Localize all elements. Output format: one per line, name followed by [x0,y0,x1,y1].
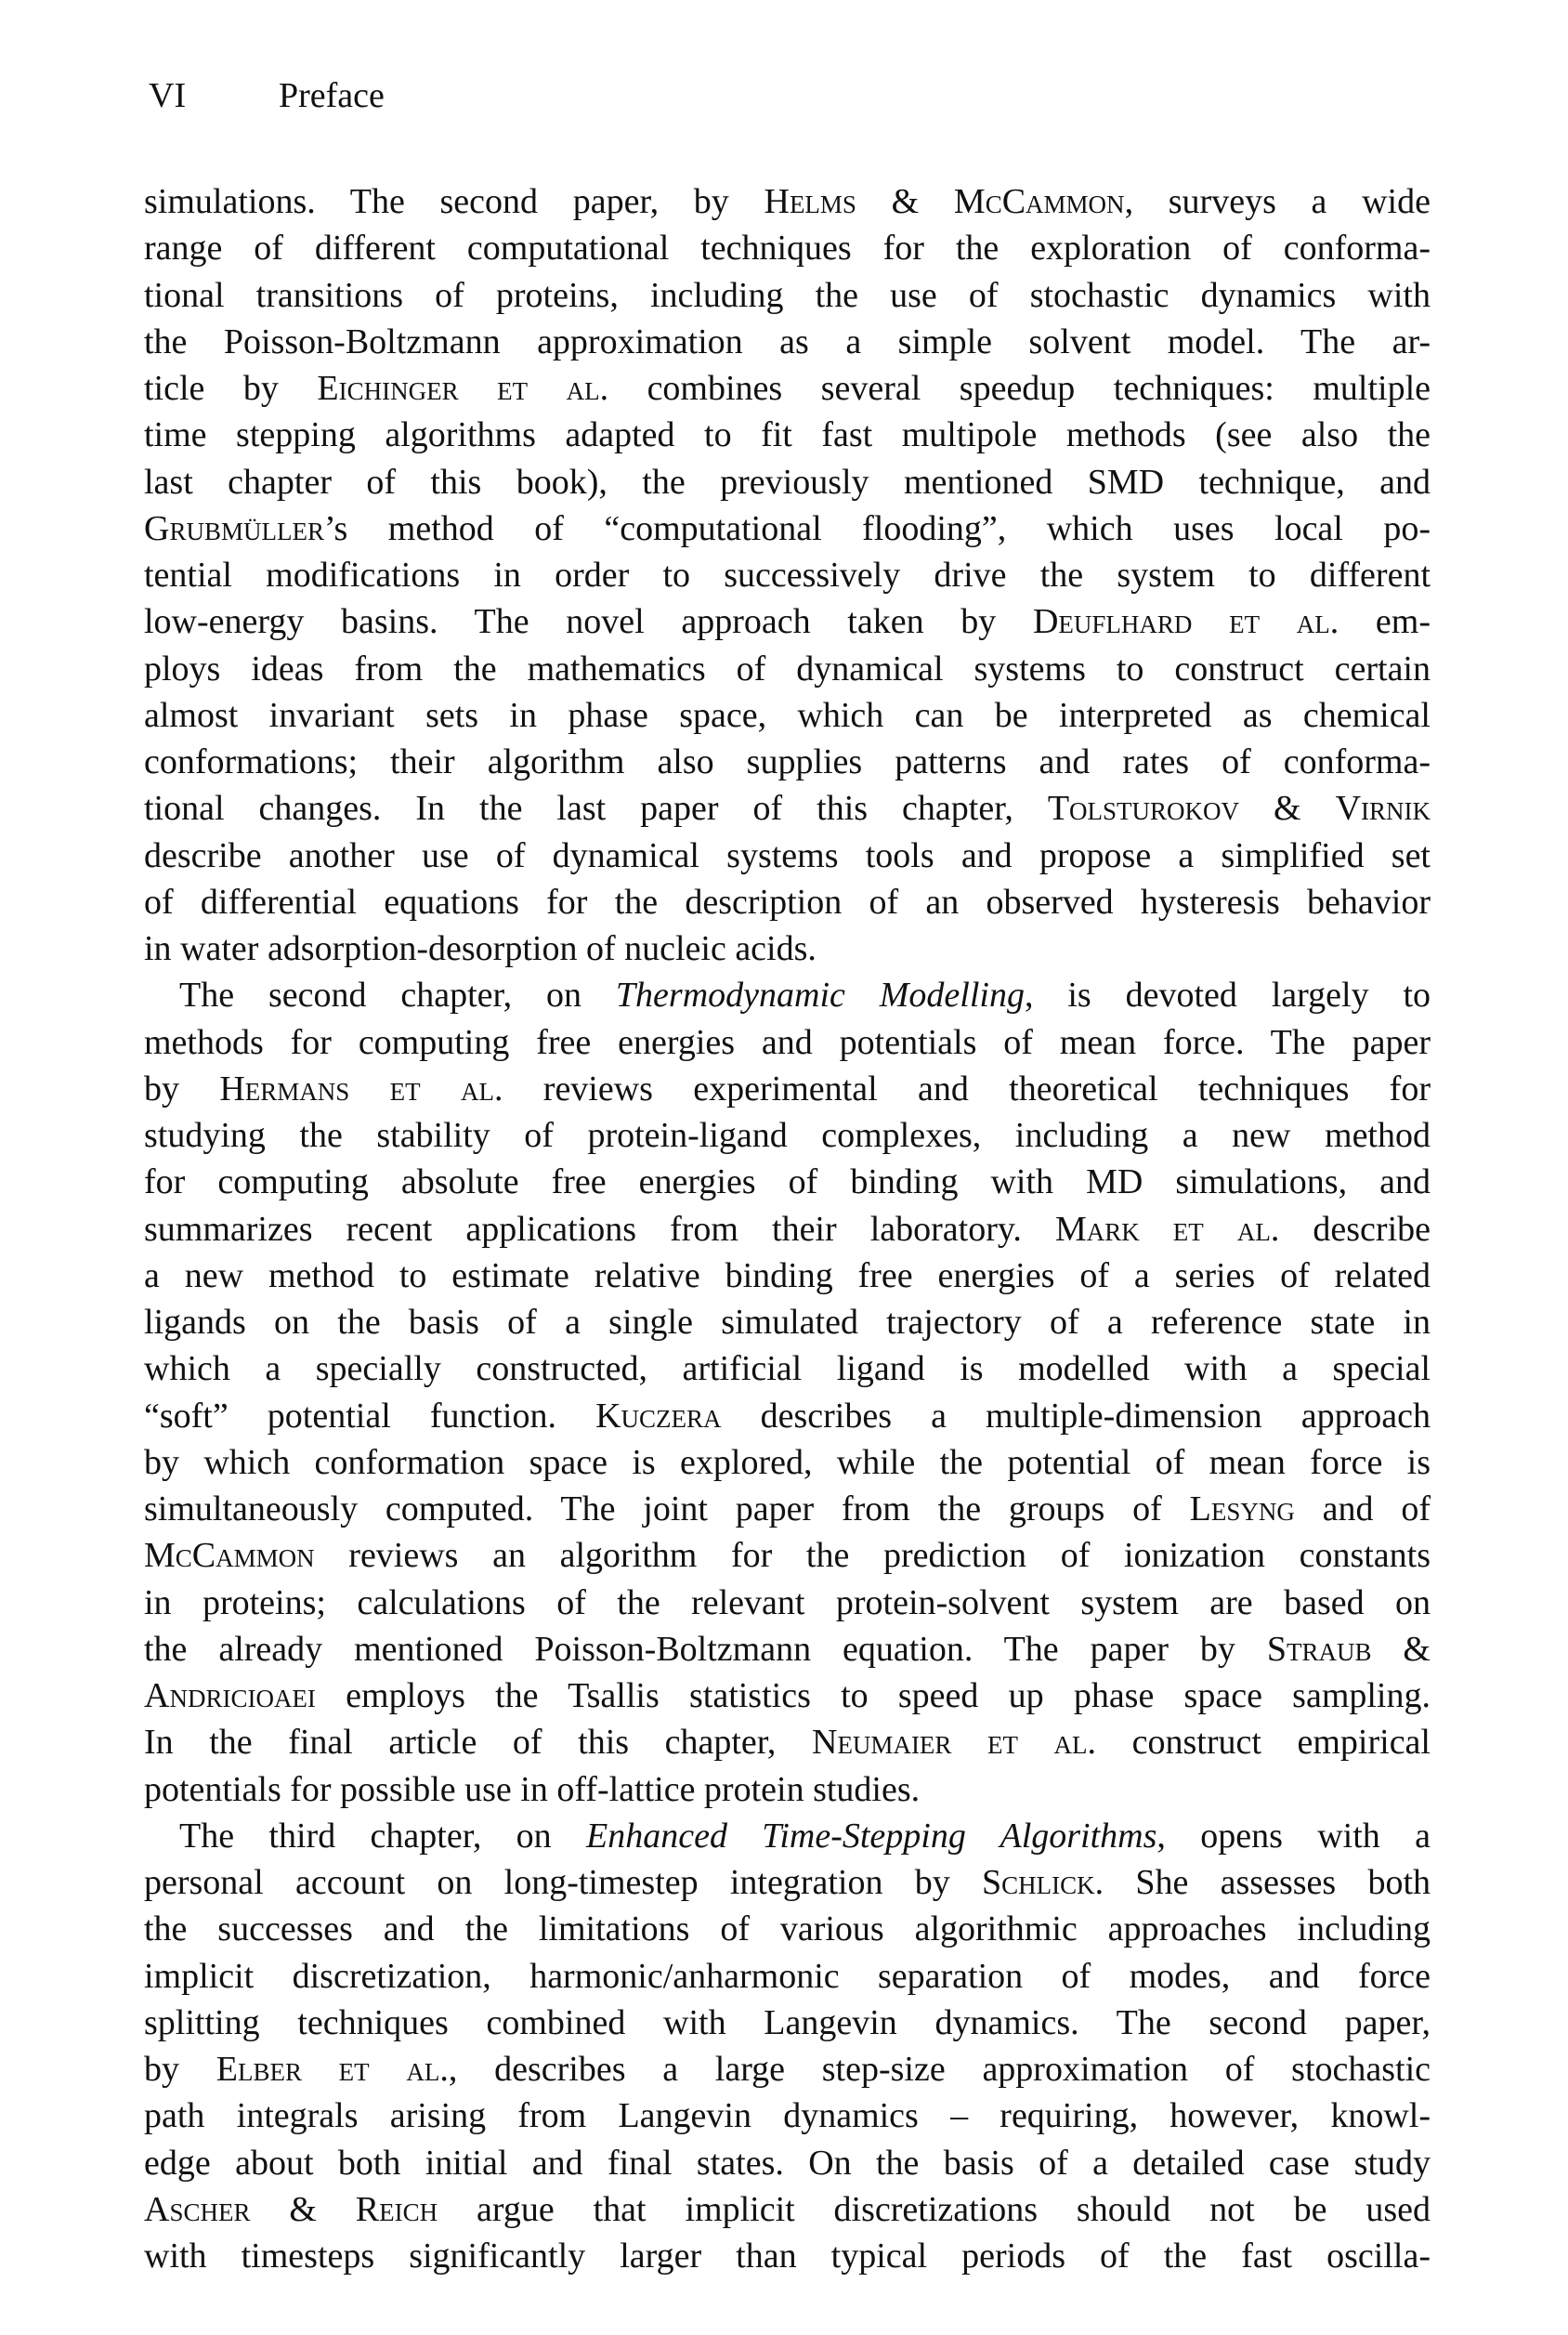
text-segment: implicit discretization, harmonic/anharmonic separation of modes, and force [144,1956,1431,1996]
text-line [144,833,1431,879]
text-segment: ’s method of “computational flooding”, which uses local po- [323,508,1431,548]
text-segment: reviews an algorithm for the prediction of ionization constants [314,1536,1431,1576]
text-segment: , describes a large step-size approximation of stochastic [448,2050,1431,2089]
text-segment: by [144,1069,220,1108]
text-line [144,2233,1431,2279]
text-line [144,505,1431,552]
author-name: Elber et al. [216,2050,449,2089]
text-line [144,1112,1431,1159]
text-segment: path integrals arising from Langevin dynamics – requiring, however, knowl- [144,2096,1431,2136]
text-segment: the already mentioned Poisson-Boltzmann equation. The paper by [144,1629,1267,1669]
text-line [144,1019,1431,1066]
text-line [144,692,1431,739]
author-name: Mark et al. [1054,1209,1280,1249]
text-line [144,2000,1431,2046]
text-segment: describe [1279,1209,1431,1249]
text-line [144,225,1431,271]
text-segment: conformations; their algorithm also supplies patterns and rates of conforma- [144,742,1431,781]
text-line [144,1439,1431,1486]
text-segment: argue that implicit discretizations should not be used [438,2189,1431,2229]
text-line [144,925,1431,972]
text-segment: reviews experimental and theoretical techniques for [503,1069,1431,1108]
text-segment: potentials for possible use in off-lattice protein studies. [144,1769,921,1809]
text-line [144,2186,1431,2233]
text-segment: tential modifications in order to successively drive the system to different [144,556,1431,595]
text-segment: tional transitions of proteins, including the use of stochastic dynamics with [144,275,1431,315]
text-segment: The second chapter, on [179,976,616,1016]
text-segment: ploys ideas from the mathematics of dynamical systems to construct certain [144,649,1431,689]
text-segment: in proteins; calculations of the relevant protein-solvent system are based on [144,1582,1431,1622]
text-line [144,1206,1431,1253]
text-segment: , surveys a wide [1124,182,1431,221]
text-line [144,1159,1431,1205]
text-line [144,1859,1431,1906]
text-segment: describe another use of dynamical systems tools and propose a simplified set [144,835,1431,875]
text-segment: with timesteps significantly larger than typical periods of the fast oscilla- [144,2237,1431,2276]
text-line [144,1486,1431,1532]
author-name: Kuczera [595,1396,722,1436]
text-line [144,1532,1431,1579]
chapter-title: Enhanced Time-Stepping Algorithms [586,1816,1157,1856]
text-line [144,1299,1431,1345]
text-line [144,1719,1431,1765]
body-text [144,178,1431,2279]
text-segment: & [1239,789,1336,829]
text-segment: which a specially constructed, artificial ligand is modelled with a special [144,1349,1431,1389]
text-line [144,1345,1431,1392]
text-segment: last chapter of this book), the previously mentioned SMD technique, and [144,462,1431,502]
text-segment: for computing absolute free energies of binding with MD simulations, and [144,1162,1431,1202]
text-line [144,879,1431,925]
text-segment: personal account on long-timestep integration by [144,1863,982,1902]
text-line [144,739,1431,785]
text-segment: tional changes. In the last paper of this chapter, [144,789,1048,829]
text-line [144,2140,1431,2186]
text-line [144,1066,1431,1112]
text-line [144,178,1431,225]
text-line [144,2046,1431,2092]
text-line [144,972,1431,1018]
text-segment: describes a multiple-dimension approach [721,1396,1431,1436]
text-segment: . She assesses both [1094,1863,1431,1902]
text-line [144,319,1431,365]
text-line [144,412,1431,458]
running-title: Preface [279,76,385,115]
author-name: Neumaier et al. [812,1723,1097,1763]
text-line [144,1626,1431,1673]
text-segment: low-energy basins. The novel approach taken by [144,602,1033,642]
text-segment: & [1371,1629,1431,1669]
text-line [144,1580,1431,1626]
text-segment: & [250,2189,356,2229]
text-segment: “soft” potential function. [144,1396,596,1436]
text-line [144,1766,1431,1813]
text-segment: In the final article of this chapter, [144,1723,812,1763]
author-name: Hermans et al. [219,1069,503,1108]
author-name: Straub [1266,1629,1372,1669]
text-segment: almost invariant sets in phase space, which can be interpreted as chemical [144,695,1431,735]
text-segment: the Poisson-Boltzmann approximation as a simple solvent model. The ar- [144,321,1431,361]
text-line [144,785,1431,832]
text-line [144,1253,1431,1299]
text-segment: of differential equations for the description of an observed hysteresis behavior [144,882,1431,922]
text-segment: The third chapter, on [179,1816,587,1856]
text-segment: and of [1294,1489,1431,1528]
text-segment: , opens with a [1156,1816,1431,1856]
text-segment: a new method to estimate relative binding free energies of a series of related [144,1255,1431,1295]
text-line [144,2092,1431,2139]
author-name: Helms [764,182,856,221]
text-segment: the successes and the limitations of various algorithmic approaches including [144,1909,1431,1949]
text-segment: ticle by [144,369,318,408]
author-name: Eichinger et al. [317,369,609,408]
author-name: Reich [355,2189,438,2229]
text-segment: simulations. The second paper, by [144,182,764,221]
author-name: McCammon [144,1536,315,1576]
text-line [144,646,1431,692]
author-name: Deuflhard et al. [1032,602,1339,642]
text-segment: by which conformation space is explored, while the potential of mean force is [144,1442,1431,1482]
text-segment: methods for computing free energies and potentials of mean force. The paper [144,1022,1431,1062]
text-segment: combines several speedup techniques: multiple [608,369,1431,408]
text-line [144,1813,1431,1859]
text-line [144,459,1431,505]
text-line [144,365,1431,412]
text-segment: in water adsorption-desorption of nucleic acids. [144,929,817,968]
text-segment: , is devoted largely to [1024,976,1431,1016]
text-line [144,1953,1431,2000]
text-segment: employs the Tsallis statistics to speed up phase space sampling. [315,1676,1431,1715]
text-segment: em- [1339,602,1431,642]
text-segment: range of different computational techniques for the exploration of conforma- [144,229,1431,269]
text-segment: summarizes recent applications from their laboratory. [144,1209,1055,1249]
author-name: Grubmüller [144,508,324,548]
author-name: Andricioaei [144,1676,316,1715]
text-line [144,272,1431,319]
chapter-title: Thermodynamic Modelling [615,976,1025,1016]
text-line [144,1906,1431,1952]
author-name: Schlick [982,1863,1095,1902]
page-number: VI [149,76,187,115]
author-name: Virnik [1335,789,1431,829]
text-line [144,1673,1431,1719]
text-segment: ligands on the basis of a single simulated trajectory of a reference state in [144,1303,1431,1342]
author-name: McCammon [953,182,1125,221]
text-line [144,552,1431,598]
author-name: Ascher [144,2189,251,2229]
text-segment: & [856,182,954,221]
text-line [144,598,1431,645]
author-name: Lesyng [1189,1489,1295,1528]
text-segment: time stepping algorithms adapted to fit fast multipole methods (see also the [144,415,1431,455]
text-segment: construct empirical [1096,1723,1431,1763]
text-segment: by [144,2050,216,2089]
author-name: Tolsturokov [1047,789,1240,829]
text-segment: studying the stability of protein-ligand complexes, including a new method [144,1116,1431,1155]
text-segment: splitting techniques combined with Langevin dynamics. The second paper, [144,2002,1431,2042]
text-segment: edge about both initial and final states. On the basis of a detailed case study [144,2143,1431,2183]
text-segment: simultaneously computed. The joint paper from the groups of [144,1489,1190,1528]
text-line [144,1393,1431,1439]
